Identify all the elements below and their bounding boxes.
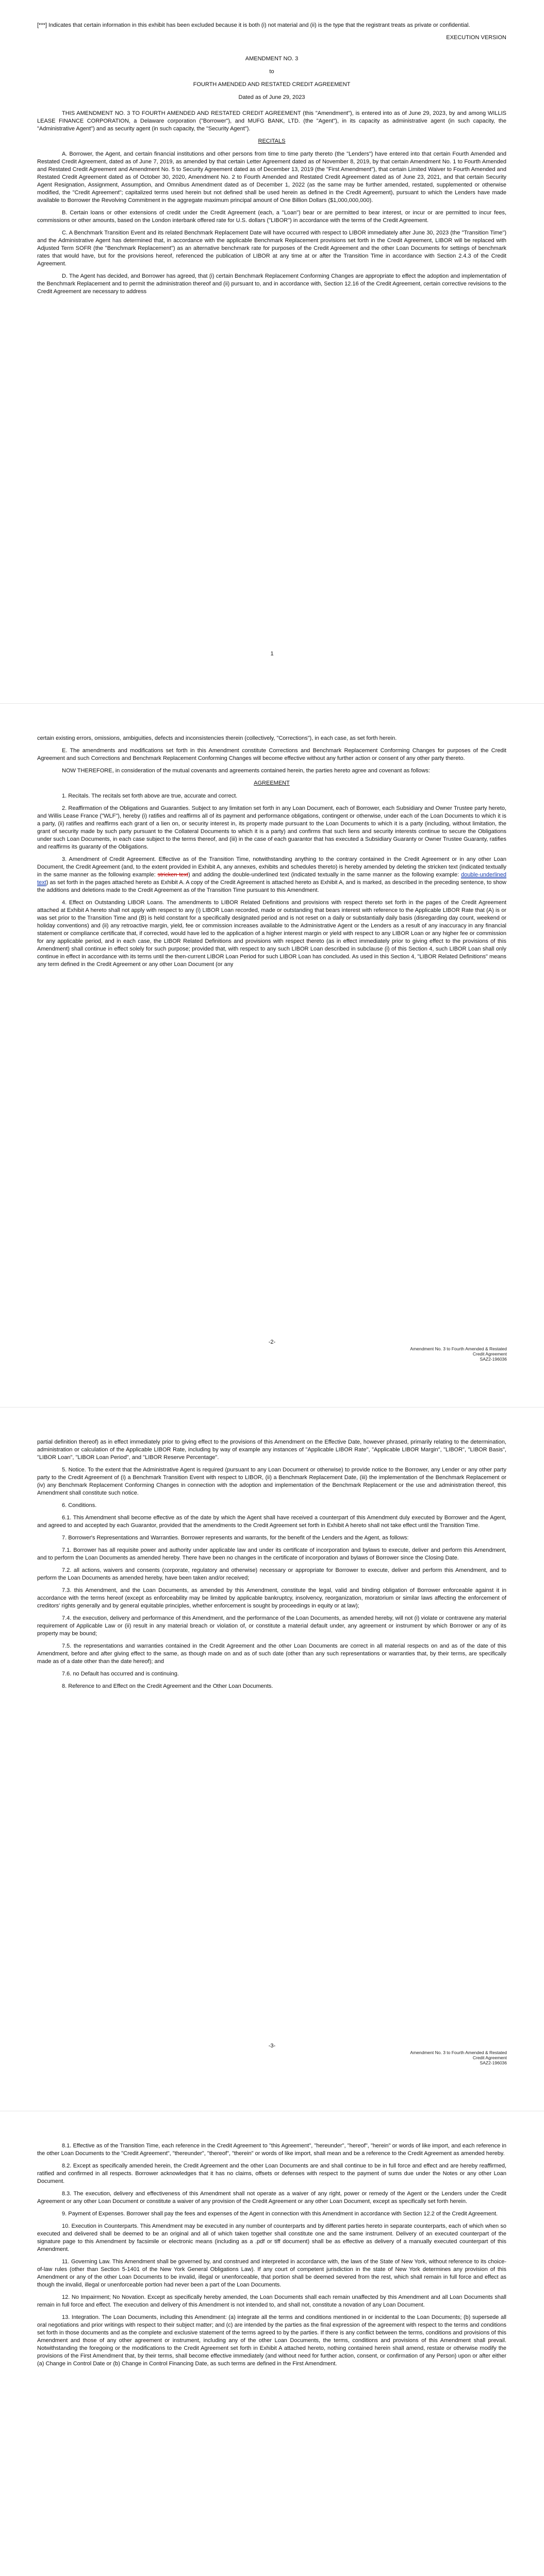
section-11: 11. Governing Law. This Amendment shall be governed by, and construed and interpreted in accordance with, the laws of the State of New York, without reference to its choice-of-law rules (other than Section 5-1401 of the New York General Obligations Law). If any court of competent jurisdiction in the state of New York determines any provision of this Amendment or any of the other Loan Documents to be invalid, illegal or unenforceable, that portion shall be deemed severed from the rest, which shall remain in full force and effect as though the invalid, illegal or unenforceable portion had never been a part of the Loan Documents. <box>37 2259 506 2288</box>
page-number: -2- <box>268 1339 276 1345</box>
section-4: 4. Effect on Outstanding LIBOR Loans. The amendments to LIBOR Related Definitions and provisions with respect thereto set forth in the pages of the Credit Agreement attached at Exhibit A hereto shall not apply with respect to any (i) LIBOR Loan recorded, made or outstanding that bears interest with reference to the Applicable LIBOR Rate that (A) is or was set prior to the Transition Time and (B) is held constant for a specifically designated period and is not reset on a daily or substantially daily basis (disregarding day count, weekend or holiday conventions) and (ii) any retroactive margin, yield, fee or commission increases available to the Administrative Agent or the Lenders as a result of any inaccuracy in any financial statement or compliance certificate that, if corrected, would have led to the application of a higher interest margin or yield with respect to any LIBOR Loan or any higher fee or commission for any applicable period, and in each case, the LIBOR Related Definitions and provisions with respect thereto (as in effect immediately prior to giving effect to the provisions of this Amendment) shall continue in effect solely for such purpose; provided that, with respect to any such LIBOR Loan described in subclause (i) of this Section 4, such LIBOR Loan shall only continue in effect in accordance with its terms until the then-current LIBOR Loan Period for such LIBOR Loan has concluded. As used in this Section 4, "LIBOR Related Definitions" means any term defined in the Credit Agreement or any other Loan Document (or any <box>37 900 506 968</box>
agreement-heading: AGREEMENT <box>254 780 290 786</box>
continued-text: certain existing errors, omissions, ambiguities, defects and inconsistencies therein (collectively, "Corrections"), in each case, as set forth herein. <box>37 735 397 741</box>
stricken-example: stricken text <box>157 872 189 878</box>
recital-c: C. A Benchmark Transition Event and its related Benchmark Replacement Date will have occurred with respect to LIBOR immediately after June 30, 2023 (the "Transition Time") and the Administrative Agent has determined that, in accordance with the applicable Benchmark Replacement provisions set forth in the Credit Agreement, LIBOR will be replaced with Adjusted Term SOFR (the "Benchmark Replacement") as an alternative benchmark rate for purposes of the Credit Agreement and the other Loan Documents for settings of benchmark rates that would have, but for the provisions hereof, referenced the publication of LIBOR at any time at or after the Transition Time in accordance with Section 2.4.3 of the Credit Agreement. <box>37 230 506 267</box>
execution-version: EXECUTION VERSION <box>446 35 506 41</box>
section-6-1: 6.1. This Amendment shall become effective as of the date by which the Agent shall have received a counterpart of this Amendment duly executed by Borrower and the Agent, and agreed to and accepted by each Guarantor, provided that the amendments to the Credit Agreement set forth in Exhibit A hereto shall not take effect until the Transition Time. <box>37 1515 506 1529</box>
section-7: 7. Borrower's Representations and Warranties. Borrower represents and warrants, for the benefit of the Lenders and the Agent, as follows: <box>62 1535 409 1541</box>
section-7-3: 7.3. this Amendment, and the Loan Documents, as amended by this Amendment, constitute the legal, valid and binding obligation of Borrower enforceable against it in accordance with the terms hereof (except as enforceability may be limited by applicable bankruptcy, insolvency, reorganization, moratorium or similar laws affecting the enforcement of creditors' rights generally and by general equitable principles, whether enforcement is sought by proceedings in equity or at law); <box>37 1587 506 1609</box>
section-2: 2. Reaffirmation of the Obligations and Guaranties. Subject to any limitation set forth in any Loan Document, each of Borrower, each Subsidiary and Owner Trustee party hereto, and Willis Lease France ("WLF"), hereby (i) ratifies and reaffirms all of its payment and performance obligations, contingent or otherwise, under each of the Loan Documents to which it is a party, (ii) ratifies and reaffirms each grant of a lien on, or security interest in, its property made pursuant to the Loan Documents to which it is a party (including, without limitation, the grant of security made by such party pursuant to the Collateral Documents to which it is a party) and confirms that such liens and security interests continue to secure the Obligations under such Loan Documents, in each case subject to the terms thereof, and (iii) in the case of each guarantor that has executed a Subsidiary Guaranty or Owner Trustee Guaranty, ratifies and reaffirms its guaranty of the Obligations. <box>37 805 506 850</box>
section-13: 13. Integration. The Loan Documents, including this Amendment: (a) integrate all the terms and conditions mentioned in or incidental to the Loan Documents; (b) supersede all oral negotiations and prior writings with respect to their subject matter; and (c) are intended by the parties as the final expression of the agreement with respect to the terms and conditions set forth in those documents and as the complete and exclusive statement of the terms agreed to by the parties. If there is any conflict between the terms, conditions and provisions of this Amendment and those of any other agreement or instrument, including any of the other Loan Documents, the terms, conditions and provisions of this Amendment shall prevail. Notwithstanding the foregoing or the modifications to the Credit Agreement set forth in Exhibit A attached hereto, nothing contained herein shall amend, restate or otherwise modify the provisions of the First Amendment that, by their terms, shall become effective immediately (and without need for further action, consent, or confirmation of any Person) upon or after either (a) Change in Control Date or (b) Change in Control Financing Date, as such terms are defined in the First Amendment. <box>37 2314 506 2367</box>
agreement-title: FOURTH AMENDED AND RESTATED CREDIT AGREEMENT <box>193 81 351 88</box>
section-8-2: 8.2. Except as specifically amended herein, the Credit Agreement and the other Loan Documents are and shall continue to be in full force and effect and are hereby reaffirmed, ratified and confirmed in all respects. Borrower acknowledges that it has no claims, offsets or defenses with respect to the payment of sums due under the Notes or any other Loan Document. <box>37 2163 506 2184</box>
page-number: 1 <box>270 651 274 657</box>
section-7-2: 7.2. all actions, waivers and consents (corporate, regulatory and otherwise) necessary or appropriate for Borrower to execute, deliver and perform this Amendment, and to perform the Loan Documents as amended hereby, have been taken and/or received; <box>37 1567 506 1581</box>
confidential-note: [***] Indicates that certain information in this exhibit has been excluded because it is both (i) not material and (ii) is the type that the registrant treats as private or confidential. <box>37 22 470 28</box>
section-5: 5. Notice. To the extent that the Administrative Agent is required (pursuant to any Loan Document or otherwise) to provide notice to the Borrower, any Lender or any other party party to the Credit Agreement of (i) a Benchmark Transition Event with respect to LIBOR, (ii) a Benchmark Replacement Date, (iii) the implementation of the Benchmark Replacement or (iv) any Benchmark Replacement Conforming Changes in connection with the adoption and implementation of the Benchmark Replacement or the use and administration thereof, this Amendment shall constitute such notice. <box>37 1467 506 1496</box>
now-therefore: NOW THEREFORE, in consideration of the mutual covenants and agreements contained herein, the parties hereto agree and covenant as follows: <box>62 768 430 774</box>
double-underlined-example: double-underlined text <box>37 872 507 886</box>
section-8: 8. Reference to and Effect on the Credit Agreement and the Other Loan Documents. <box>62 1683 273 1689</box>
section-7-1: 7.1. Borrower has all requisite power and authority under applicable law and under its certificate of incorporation and bylaws to execute, deliver and perform this Amendment, and to perform the Loan Documents as amended hereby. There have been no changes in the certificate of incorporation and bylaws of Borrower since the Closing Date. <box>37 1547 506 1561</box>
page-footer: Amendment No. 3 to Fourth Amended & Restated Credit Agreement SAZ2-196036 <box>410 1346 507 1362</box>
page-3-body <box>37 1438 506 1695</box>
section-12: 12. No Impairment; No Novation. Except as specifically hereby amended, the Loan Documents shall each remain unaffected by this Amendment and all Loan Documents shall remain in full force and effect. The execution and delivery of this Amendment is not intended to, and shall not, constitute a novation of any Loan Document. <box>37 2294 506 2308</box>
section-10: 10. Execution in Counterparts. This Amendment may be executed in any number of counterparts and by different parties hereto in separate counterparts, each of which when so executed and delivered shall be deemed to be an original and all of which taken together shall constitute one and the same instrument. Delivery of an executed counterpart of the signature page to this Amendment by facsimile or electronic means (including as a .pdf or tiff document) shall be as effective as delivery of a manually executed counterpart of this Amendment. <box>37 2223 506 2252</box>
page-footer: Amendment No. 3 to Fourth Amended & Restated Credit Agreement SAZ2-196036 <box>410 2050 507 2065</box>
to-label: to <box>269 69 274 75</box>
recitals-heading: RECITALS <box>258 138 286 144</box>
amendment-title: AMENDMENT NO. 3 <box>245 56 299 62</box>
recital-d: D. The Agent has decided, and Borrower has agreed, that (i) certain Benchmark Replacement Conforming Changes are appropriate to effect the adoption and implementation of the Benchmark Replacement and to permit the administration thereof and (ii) pursuant to, and in accordance with, Section 12.16 of the Credit Agreement, certain corrective revisions to the Credit Agreement are necessary to address <box>37 273 506 295</box>
recital-e: E. The amendments and modifications set forth in this Amendment constitute Corrections and Benchmark Replacement Conforming Changes for purposes of the Credit Agreement and such Corrections and Benchmark Replacement Conforming Changes will become effective without any further action or consent of any other party thereto. <box>37 748 506 761</box>
page-1-body <box>37 22 506 300</box>
page-2 <box>0 704 544 1407</box>
intro-paragraph: THIS AMENDMENT NO. 3 TO FOURTH AMENDED AND RESTATED CREDIT AGREEMENT (this "Amendment"), is entered into as of June 29, 2023, by and among WILLIS LEASE FINANCE CORPORATION, a Delaware corporation ("Borrower"), and MUFG BANK, LTD. (the "Agent"), in its capacity as administrative agent (in such capacity, the "Administrative Agent") and as security agent (in such capacity, the "Security Agent"). <box>37 110 506 132</box>
section-1: 1. Recitals. The recitals set forth above are true, accurate and correct. <box>62 793 238 799</box>
dated-line: Dated as of June 29, 2023 <box>238 94 305 100</box>
section-8-3: 8.3. The execution, delivery and effectiveness of this Amendment shall not operate as a waiver of any right, power or remedy of the Agent or the Lenders under the Credit Agreement or any other Loan Document or constitute a waiver of any provision of the Credit Agreement or any other Loan Document, except as specifically set forth herein. <box>37 2191 506 2205</box>
section-9: 9. Payment of Expenses. Borrower shall pay the fees and expenses of the Agent in connection with this Amendment in accordance with Section 12.2 of the Credit Agreement. <box>62 2211 498 2217</box>
recital-b: B. Certain loans or other extensions of credit under the Credit Agreement (each, a "Loan") bear or are permitted to bear interest, or incur or are permitted to incur fees, commissions or other amounts, based on the London interbank offered rate for U.S. dollars ("LIBOR") in accordance with the terms of the Credit Agreement. <box>37 210 506 224</box>
page-4-body <box>37 2142 506 2372</box>
page-1 <box>0 0 544 703</box>
page-3 <box>0 1408 544 2111</box>
page-number: -3- <box>268 2043 276 2049</box>
section-7-6: 7.6. no Default has occurred and is continuing. <box>62 1671 179 1677</box>
continued-text: partial definition thereof) as in effect immediately prior to giving effect to the provisions of this Amendment on the Effective Date, however phrased, primarily relating to the determination, administration or calculation of the Applicable LIBOR Rate, including by way of example any instances of "Applicable LIBOR Rate", "Applicable LIBOR Margin", "LIBOR", "LIBOR Basis", "LIBOR Loan", "LIBOR Loan Period", and "LIBOR Reserve Percentage". <box>37 1439 506 1461</box>
section-7-4: 7.4. the execution, delivery and performance of this Amendment, and the performance of the Loan Documents, as amended hereby, will not (i) violate or contravene any material requirement of Applicable Law or (ii) result in any material breach or violation of, or constitute a material default under, any agreement or instrument by which Borrower or any of its property may be bound; <box>37 1615 506 1637</box>
page-2-body <box>37 735 506 973</box>
section-7-5: 7.5. the representations and warranties contained in the Credit Agreement and the other Loan Documents are correct in all material respects on and as of the date of this Amendment, before and after giving effect to the same, as though made on and as of such date (other than any such representations or warranties that, by their terms, are specifically made as of a date other than the date hereof); and <box>37 1643 506 1665</box>
section-3: 3. Amendment of Credit Agreement. Effective as of the Transition Time, notwithstanding anything to the contrary contained in the Credit Agreement or in any other Loan Document, the Credit Agreement (and, to the extent provided in Exhibit A, any annexes, exhibits and schedules thereto) is hereby amended by deleting the stricken text (indicated textually in the same manner as the following example: stricken text) and adding the double-underlined text (indicated textually in the same manner as the following example: double-underlined text) as set forth in the pages attached hereto as Exhibit A. A copy of the Credit Agreement is attached hereto as Exhibit A, and is marked, as described in the preceding sentence, to show the additions and deletions made to the Credit Agreement as of the Transition Time pursuant to this Amendment. <box>37 856 507 893</box>
page-4 <box>0 2111 544 2576</box>
section-8-1: 8.1. Effective as of the Transition Time, each reference in the Credit Agreement to "this Agreement", "hereunder", "hereof", "herein" or words of like import, and each reference in the other Loan Documents to the "Credit Agreement", "thereunder", "thereof", "therein" or words of like import, shall mean and be a reference to the Credit Agreement as amended hereby. <box>37 2143 506 2157</box>
section-6-heading: 6. Conditions. <box>62 1502 97 1509</box>
recital-a: A. Borrower, the Agent, and certain financial institutions and other persons from time to time party thereto (the "Lenders") have entered into that certain Fourth Amended and Restated Credit Agreement, dated as of June 7, 2019, as amended by that certain Letter Agreement dated as of November 8, 2019, by that certain Amendment No. 1 to Fourth Amended and Restated Credit Agreement and Amendment No. 5 to Security Agreement dated as of December 13, 2019 (the "First Amendment"), that certain Limited Waiver to Fourth Amended and Restated Credit Agreement dated as of October 30, 2020, Amendment No. 2 to Fourth Amended and Restated Credit Agreement dated as of June 23, 2021, and that certain Security Agent Resignation, Assignment, Assumption, and Omnibus Amendment dated as of December 1, 2022 (as the same may be further amended, restated, supplemented or otherwise modified, the "Credit Agreement"; capitalized terms used herein but not defined shall be used herein as defined in the Credit Agreement), pursuant to which the Lenders have made available to Borrower the Revolving Commitment in the aggregate maximum principal amount of One Billion Dollars ($1,000,000,000). <box>37 151 506 204</box>
